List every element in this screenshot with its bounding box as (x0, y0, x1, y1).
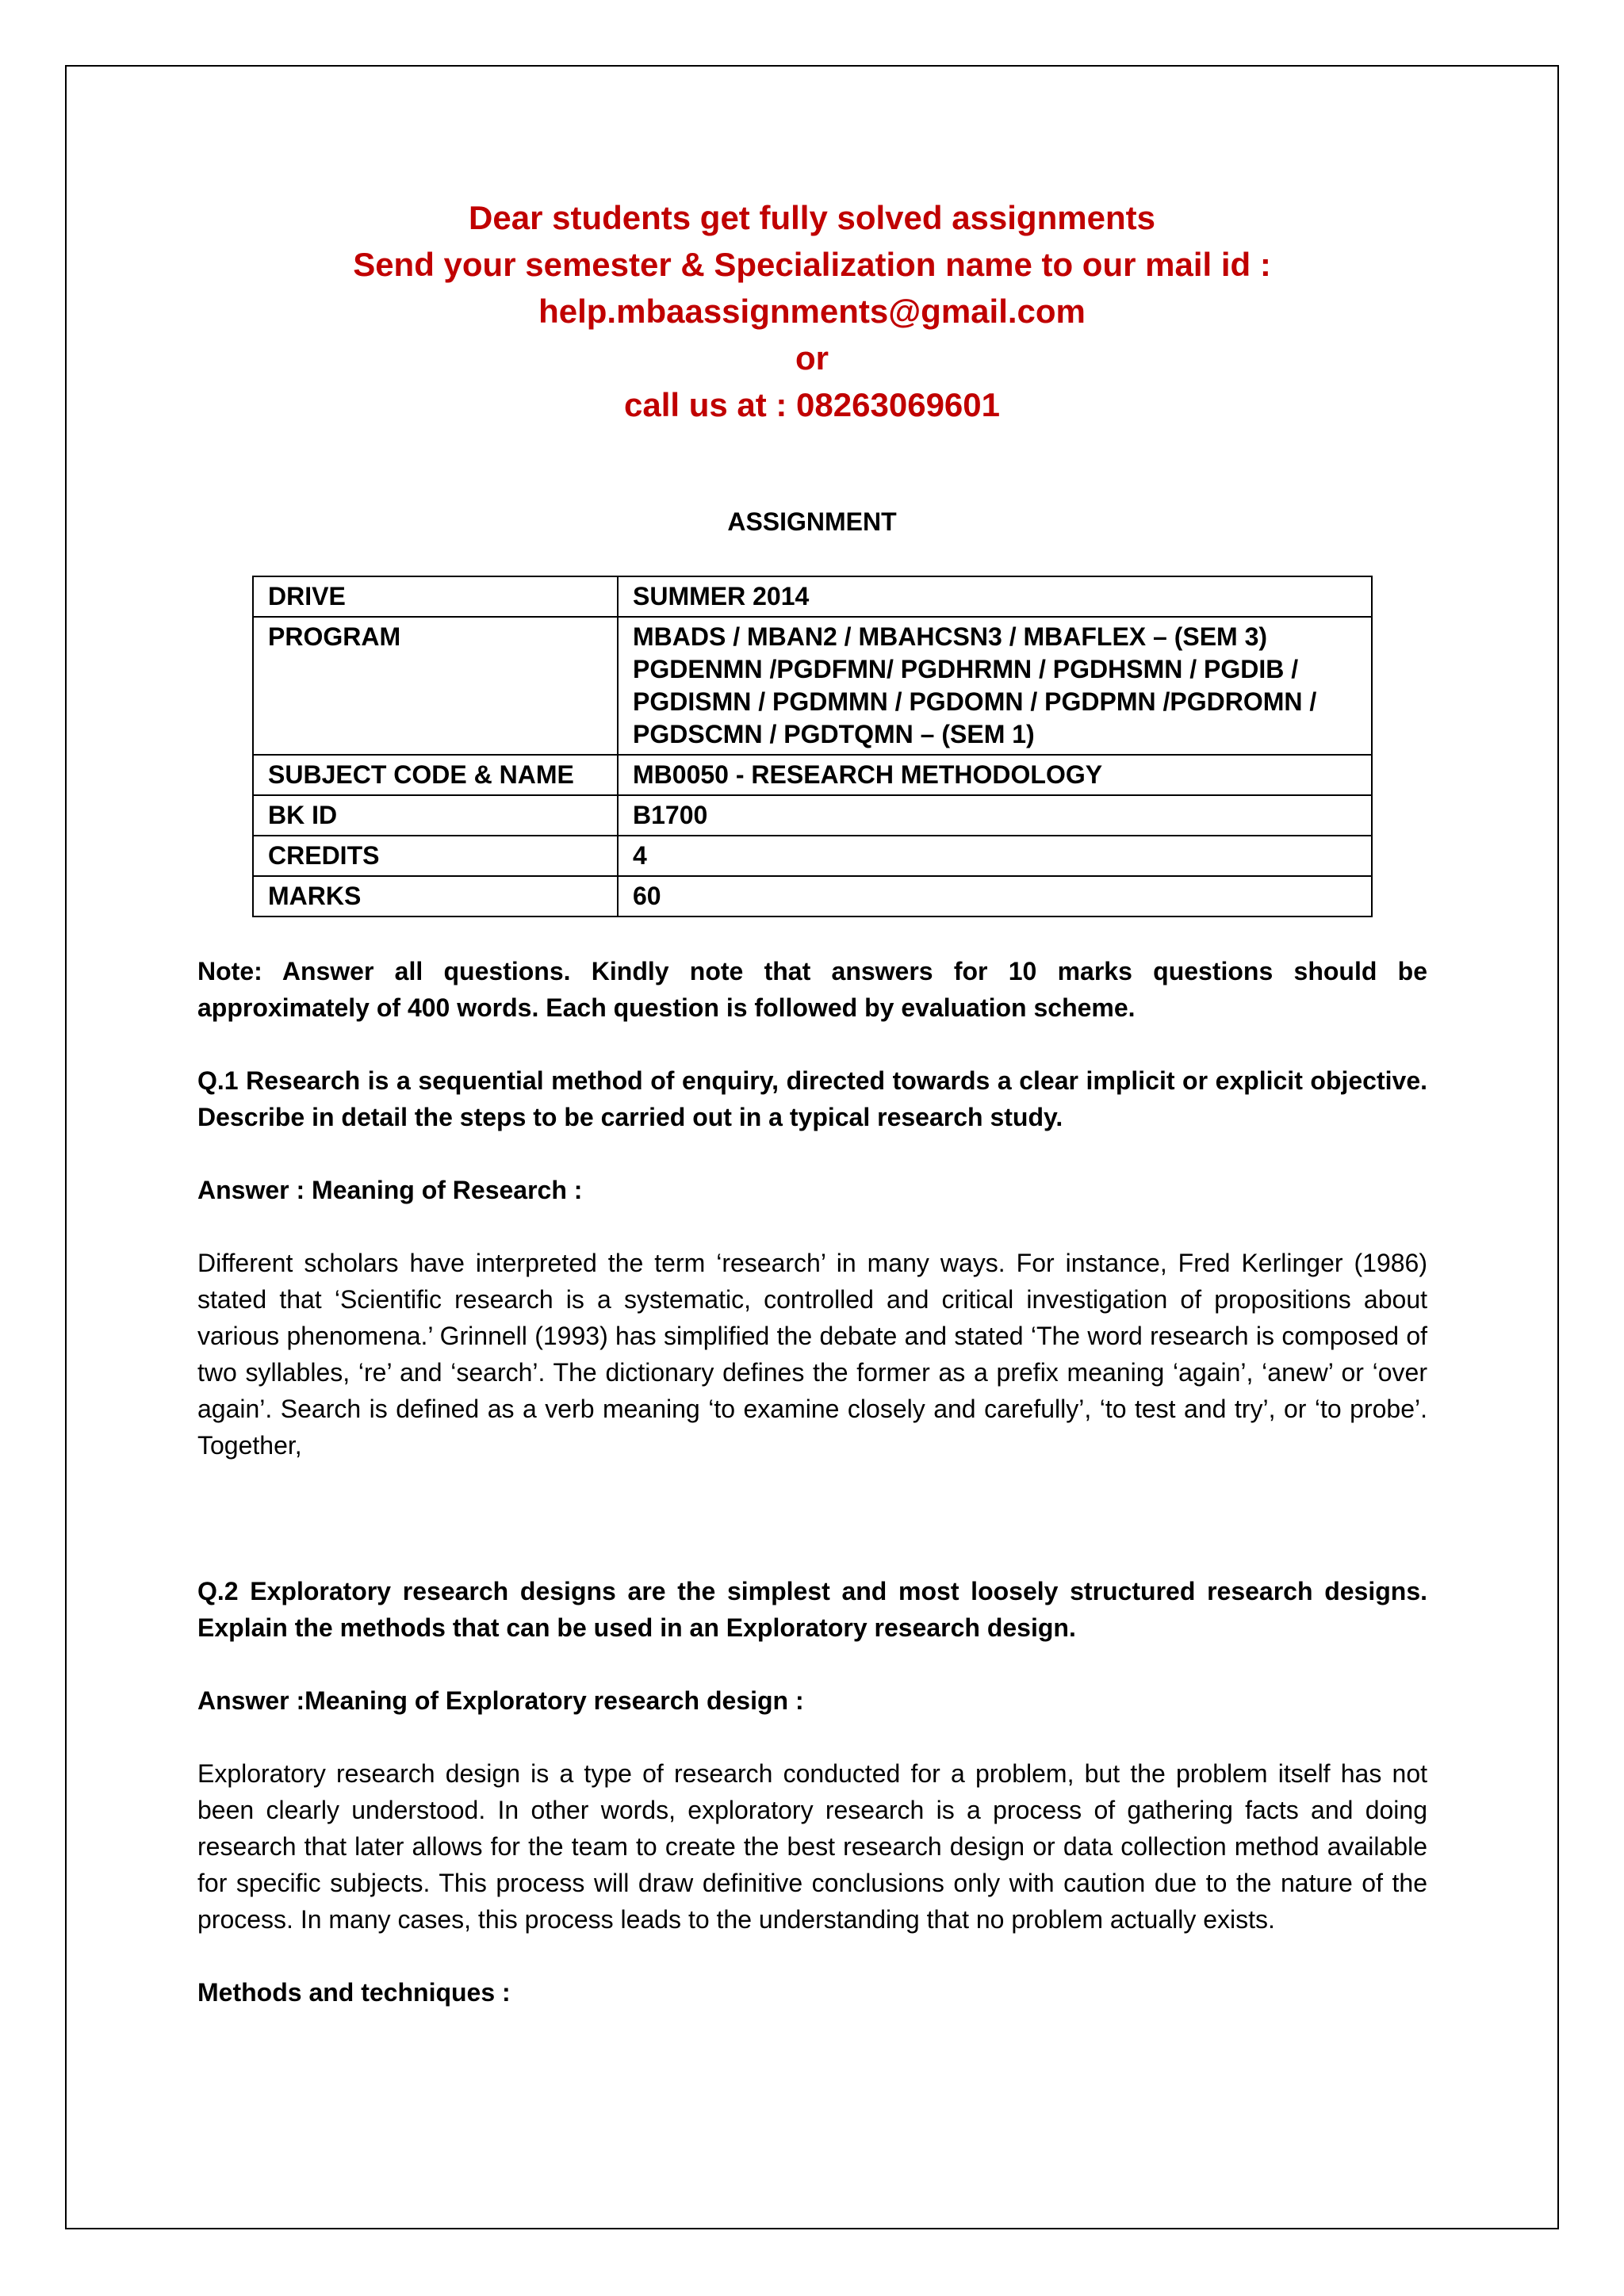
table-label-drive: DRIVE (253, 576, 618, 617)
answer-1-heading: Answer : Meaning of Research : (197, 1176, 583, 1204)
table-row (253, 755, 1372, 795)
promo-or: or (795, 339, 829, 377)
answer-1-text: Different scholars have interpreted the term ‘research’ in many ways. For instance, Fred Kerlinger (1986) stated that ‘Scientific research is a systematic, controlled and critical investigation of propositions about various phenomena.’ Grinnell (1993) has simplified the debate and stated ‘The word research is composed of two syllables, ‘re’ and ‘search’. The dictionary defines the former as a prefix meaning ‘again’, ‘anew’ or ‘over again’. Search is defined as a verb meaning ‘to examine closely and carefully’, ‘to test and try’, or ‘to probe’. Together, (197, 1249, 1427, 1460)
table-row (253, 617, 1372, 755)
table-row (253, 836, 1372, 876)
table-label-credits: CREDITS (253, 836, 618, 876)
table-value-credits: 4 (618, 836, 1372, 876)
promo-phone: call us at : 08263069601 (623, 386, 1001, 423)
promo-line-2: Send your semester & Specialization name to our mail id : (353, 246, 1271, 283)
table-label-subject: SUBJECT CODE & NAME (253, 755, 618, 795)
table-row (253, 576, 1372, 617)
promo-email: help.mbaassignments@gmail.com (538, 293, 1086, 330)
promo-line-1: Dear students get fully solved assignments (469, 199, 1155, 236)
table-value-marks: 60 (618, 876, 1372, 916)
table-label-bkid: BK ID (253, 795, 618, 836)
note-paragraph: Note: Answer all questions. Kindly note that answers for 10 marks questions should be approximately of 400 words. Each question is followed by evaluation scheme. (197, 957, 1427, 1022)
methods-heading: Methods and techniques : (197, 1978, 511, 2007)
table-label-program: PROGRAM (253, 617, 618, 755)
table-value-program: MBADS / MBAN2 / MBAHCSN3 / MBAFLEX – (SEM 3) PGDENMN /PGDFMN/ PGDHRMN / PGDHSMN / PGDIB / PGDISMN / PGDMMN / PGDOMN / PGDPMN /PGDROMN / PGDSCMN / PGDTQMN – (SEM 1) (618, 617, 1372, 755)
promo-header (0, 194, 1624, 428)
question-2: Q.2 Exploratory research designs are the simplest and most loosely structured research designs. Explain the methods that can be used in an Exploratory research design. (197, 1577, 1427, 1642)
table-value-drive: SUMMER 2014 (618, 576, 1372, 617)
table-label-marks: MARKS (253, 876, 618, 916)
table-row (253, 876, 1372, 916)
table-row (253, 795, 1372, 836)
table-value-bkid: B1700 (618, 795, 1372, 836)
assignment-title: ASSIGNMENT (727, 507, 897, 536)
answer-2-text: Exploratory research design is a type of research conducted for a problem, but the problem itself has not been clearly understood. In other words, exploratory research is a process of gathering facts and doing research that later allows for the team to create the best research design or data collection method available for specific subjects. This process will draw definitive conclusions only with caution due to the nature of the process. In many cases, this process leads to the understanding that no problem actually exists. (197, 1759, 1427, 1934)
document-body (197, 953, 1427, 2047)
table-value-subject: MB0050 - RESEARCH METHODOLOGY (618, 755, 1372, 795)
answer-2-heading: Answer :Meaning of Exploratory research design : (197, 1686, 804, 1715)
assignment-info-table (252, 576, 1373, 917)
question-1: Q.1 Research is a sequential method of enquiry, directed towards a clear implicit or explicit objective. Describe in detail the steps to be carried out in a typical research study. (197, 1066, 1427, 1131)
